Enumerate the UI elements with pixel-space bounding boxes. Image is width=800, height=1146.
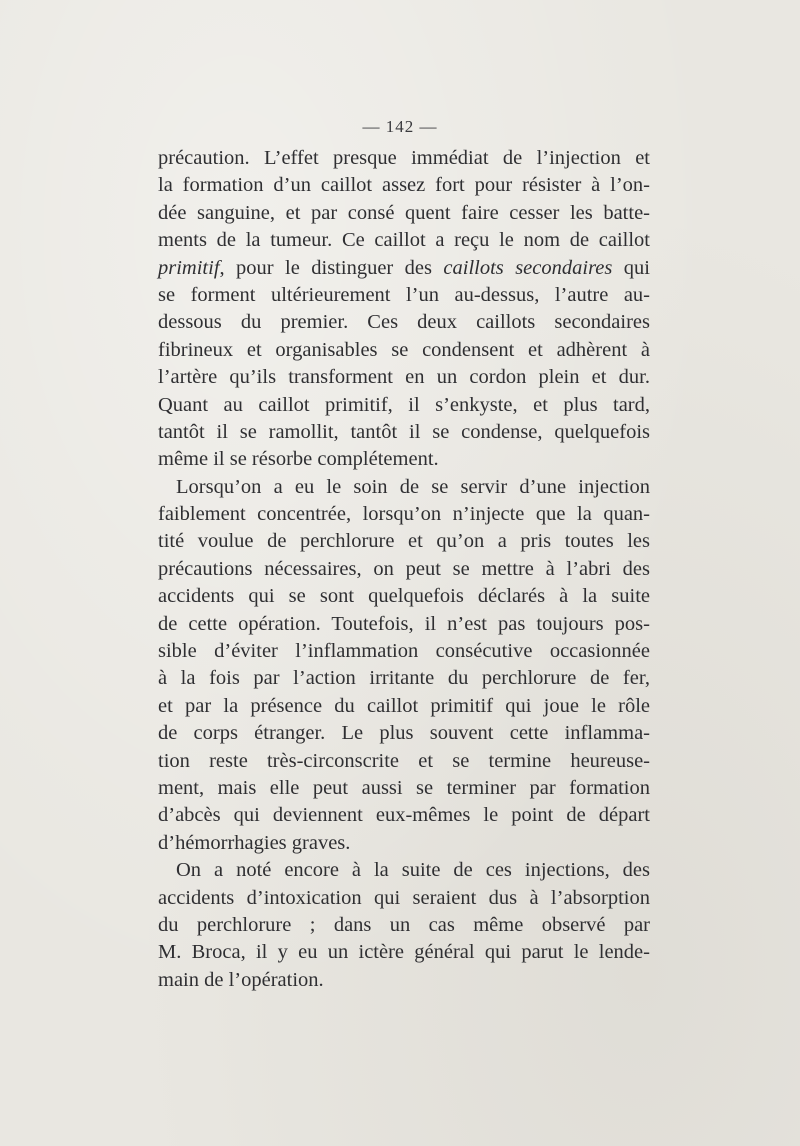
italic-term: caillots secondaires	[443, 256, 613, 279]
text-line: Quant au caillot primitif, il s’enkyste, et plus tard,	[158, 393, 650, 416]
text-line	[158, 255, 650, 282]
text-line: et par la présence du caillot primitif qui joue le rôle	[158, 694, 650, 717]
paragraph	[158, 474, 650, 857]
page-number: — 142 —	[362, 117, 438, 136]
text-line: M. Broca, il y eu un ictère général qui parut le lende-	[158, 941, 650, 964]
text-line: précautions nécessaires, on peut se mettre à l’abri des	[158, 557, 650, 580]
text-line: faiblement concentrée, lorsqu’on n’injecte que la quan-	[158, 503, 650, 526]
text-line: accidents d’intoxication qui seraient dus à l’absorption	[158, 886, 650, 909]
text-line: précaution. L’effet presque immédiat de l’injection et	[158, 147, 650, 169]
text-segment: qui	[612, 256, 650, 279]
paragraph	[158, 145, 650, 474]
text-line: ment, mais elle peut aussi se terminer par formation	[158, 776, 650, 799]
text-line: d’hémorrhagies graves.	[158, 831, 351, 854]
text-line: à la fois par l’action irritante du perchlorure de fer,	[158, 667, 650, 690]
paragraph	[158, 857, 650, 994]
text-line: Lorsqu’on a eu le soin de se servir d’une injection	[176, 475, 650, 498]
text-line: sible d’éviter l’inflammation consécutive occasionnée	[158, 640, 650, 663]
italic-term: primitif	[158, 256, 220, 279]
text-line: accidents qui se sont quelquefois déclarés à la suite	[158, 585, 650, 608]
text-line: du perchlorure ; dans un cas même observé par	[158, 913, 650, 936]
text-line: de corps étranger. Le plus souvent cette inflamma-	[158, 722, 650, 745]
body-text	[158, 145, 650, 994]
text-line: dée sanguine, et par consé quent faire cesser les batte-	[158, 201, 650, 224]
text-line: fibrineux et organisables se condensent et adhèrent à	[158, 338, 650, 361]
text-line: On a noté encore à la suite de ces injections, des	[176, 859, 650, 882]
text-line: même il se résorbe complétement.	[158, 448, 439, 471]
text-line: ments de la tumeur. Ce caillot a reçu le nom de caillot	[158, 229, 650, 252]
text-segment: , pour le distinguer des	[219, 256, 444, 279]
text-line: dessous du premier. Ces deux caillots secondaires	[158, 311, 650, 334]
text-line: de cette opération. Toutefois, il n’est pas toujours pos-	[158, 612, 650, 635]
text-line: d’abcès qui deviennent eux-mêmes le point de départ	[158, 804, 650, 827]
text-line: se forment ultérieurement l’un au-dessus, l’autre au-	[158, 283, 650, 306]
text-line: tité voulue de perchlorure et qu’on a pris toutes les	[158, 530, 650, 553]
text-line: main de l’opération.	[158, 968, 324, 991]
text-line: tantôt il se ramollit, tantôt il se condense, quelquefois	[158, 420, 650, 443]
text-line: la formation d’un caillot assez fort pour résister à l’on-	[158, 174, 650, 197]
text-line: l’artère qu’ils transforment en un cordon plein et dur.	[158, 366, 650, 389]
text-line: tion reste très-circonscrite et se termine heureuse-	[158, 749, 650, 772]
